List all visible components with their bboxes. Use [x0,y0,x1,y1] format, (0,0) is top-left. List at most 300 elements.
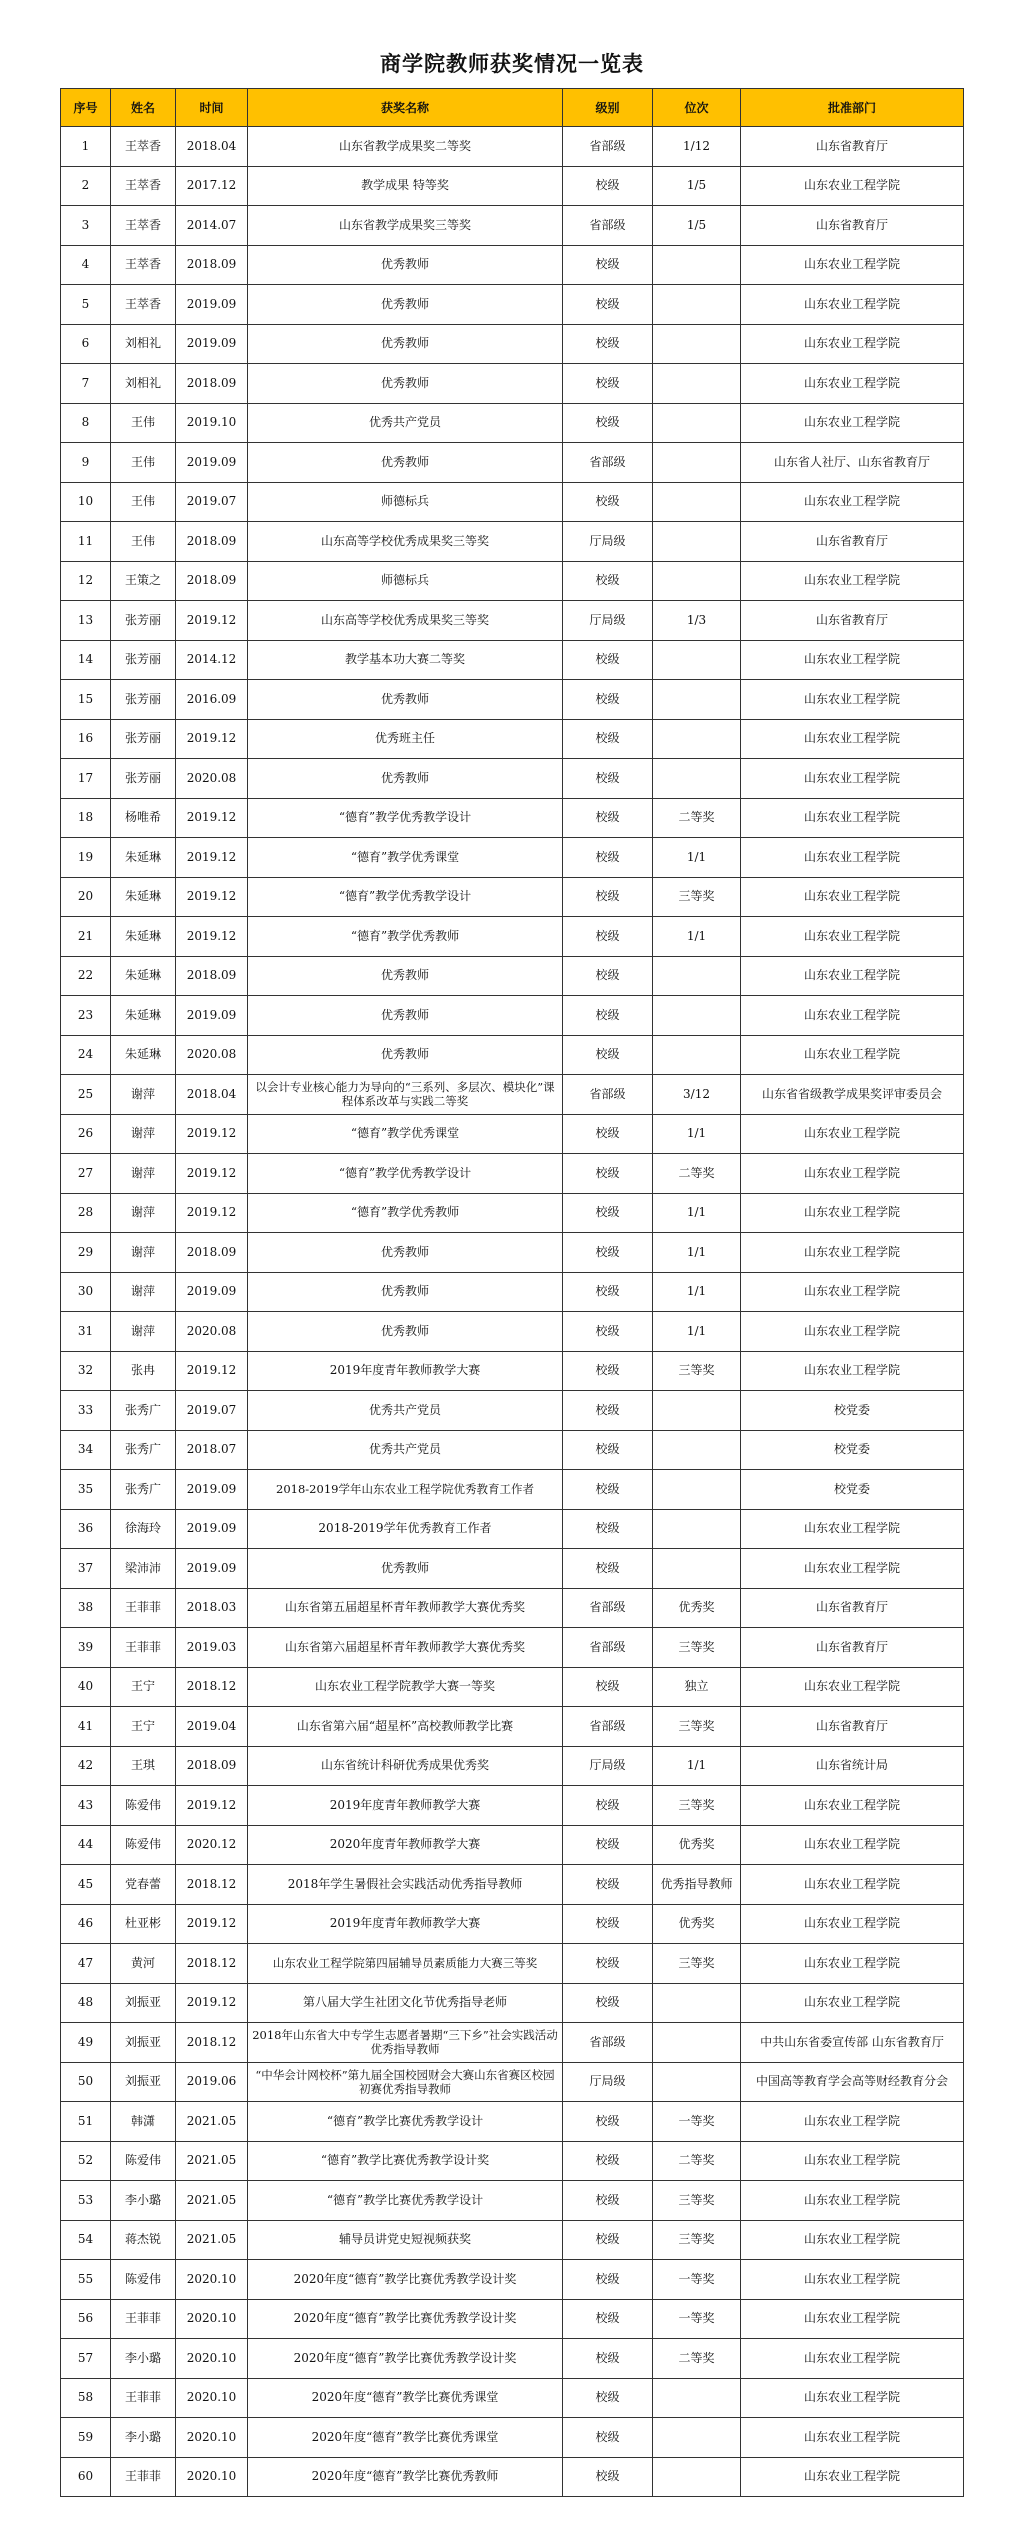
cell-department: 山东农业工程学院 [741,759,964,799]
cell-name: 王萃香 [111,206,176,246]
cell-name: 李小璐 [111,2418,176,2458]
table-row [61,2260,964,2300]
cell-award: 2020年度“德育”教学比赛优秀教学设计奖 [248,2260,563,2300]
cell-award: 优秀教师 [248,1312,563,1352]
cell-department: 山东农业工程学院 [741,245,964,285]
cell-department: 山东农业工程学院 [741,2181,964,2221]
cell-level: 省部级 [563,206,653,246]
cell-level: 校级 [563,1549,653,1589]
cell-department: 山东农业工程学院 [741,1825,964,1865]
cell-award: 2020年度“德育”教学比赛优秀教学设计奖 [248,2339,563,2379]
cell-name: 王萃香 [111,245,176,285]
cell-index: 55 [61,2260,111,2300]
cell-award: “德育”教学优秀教学设计 [248,1154,563,1194]
cell-name: 蒋杰锐 [111,2220,176,2260]
table-row [61,877,964,917]
cell-name: 王菲菲 [111,1628,176,1668]
cell-department: 山东农业工程学院 [741,1351,964,1391]
cell-award: “德育”教学优秀教学设计 [248,877,563,917]
cell-date: 2019.07 [176,1391,248,1431]
table-row [61,917,964,957]
cell-date: 2019.03 [176,1628,248,1668]
table-row [61,403,964,443]
cell-date: 2018.12 [176,1944,248,1984]
cell-rank: 三等奖 [653,1944,741,1984]
cell-level: 省部级 [563,1628,653,1668]
cell-level: 校级 [563,403,653,443]
cell-rank [653,324,741,364]
cell-award: 2020年度“德育”教学比赛优秀课堂 [248,2418,563,2458]
cell-level: 校级 [563,1272,653,1312]
cell-name: 黄河 [111,1944,176,1984]
cell-award: 山东高等学校优秀成果奖三等奖 [248,601,563,641]
cell-department: 山东农业工程学院 [741,403,964,443]
table-row [61,127,964,167]
cell-level: 厅局级 [563,2062,653,2102]
cell-name: 党春蕾 [111,1865,176,1905]
cell-date: 2019.09 [176,324,248,364]
cell-date: 2020.08 [176,1312,248,1352]
cell-award: 山东省教学成果奖三等奖 [248,206,563,246]
cell-index: 52 [61,2141,111,2181]
header-rank: 位次 [653,89,741,127]
cell-level: 校级 [563,1983,653,2023]
cell-rank [653,640,741,680]
cell-department: 山东农业工程学院 [741,364,964,404]
cell-date: 2019.12 [176,1904,248,1944]
cell-date: 2019.12 [176,1983,248,2023]
cell-index: 10 [61,482,111,522]
table-row [61,482,964,522]
cell-index: 4 [61,245,111,285]
cell-index: 15 [61,680,111,720]
cell-department: 山东农业工程学院 [741,956,964,996]
table-row [61,838,964,878]
cell-index: 57 [61,2339,111,2379]
cell-department: 山东农业工程学院 [741,2260,964,2300]
table-row [61,1233,964,1273]
table-row [61,996,964,1036]
cell-level: 校级 [563,1470,653,1510]
table-row [61,1549,964,1589]
cell-date: 2021.05 [176,2181,248,2221]
cell-date: 2019.07 [176,482,248,522]
cell-level: 校级 [563,2378,653,2418]
cell-date: 2018.09 [176,522,248,562]
cell-index: 14 [61,640,111,680]
cell-index: 1 [61,127,111,167]
cell-department: 山东农业工程学院 [741,917,964,957]
cell-name: 张秀广 [111,1430,176,1470]
cell-index: 23 [61,996,111,1036]
cell-name: 王菲菲 [111,2378,176,2418]
cell-level: 校级 [563,759,653,799]
cell-rank [653,759,741,799]
cell-index: 8 [61,403,111,443]
table-row [61,1588,964,1628]
table-row [61,2457,964,2497]
cell-name: 张芳丽 [111,759,176,799]
cell-date: 2014.07 [176,206,248,246]
cell-award: 山东省第六届“超星杯”高校教师教学比赛 [248,1707,563,1747]
cell-award: “德育”教学优秀教师 [248,1193,563,1233]
cell-name: 刘振亚 [111,2062,176,2102]
cell-department: 山东农业工程学院 [741,1114,964,1154]
cell-level: 校级 [563,877,653,917]
cell-rank [653,956,741,996]
cell-department: 山东农业工程学院 [741,2220,964,2260]
table-row [61,1114,964,1154]
cell-rank [653,482,741,522]
cell-department: 山东农业工程学院 [741,1509,964,1549]
cell-date: 2021.05 [176,2102,248,2142]
cell-award: “德育”教学优秀教学设计 [248,798,563,838]
page-title: 商学院教师获奖情况一览表 [380,52,644,76]
cell-rank: 优秀奖 [653,1588,741,1628]
cell-level: 校级 [563,2141,653,2181]
cell-date: 2018.09 [176,245,248,285]
cell-level: 校级 [563,1233,653,1273]
cell-index: 19 [61,838,111,878]
cell-level: 省部级 [563,127,653,167]
cell-level: 校级 [563,798,653,838]
cell-date: 2018.09 [176,1233,248,1273]
cell-index: 46 [61,1904,111,1944]
cell-level: 校级 [563,2339,653,2379]
cell-level: 校级 [563,1786,653,1826]
cell-name: 谢萍 [111,1312,176,1352]
cell-name: 李小璐 [111,2339,176,2379]
cell-award: 优秀共产党员 [248,403,563,443]
table-row [61,2181,964,2221]
cell-rank [653,2062,741,2102]
cell-rank [653,2023,741,2063]
cell-department: 山东农业工程学院 [741,561,964,601]
cell-index: 7 [61,364,111,404]
cell-date: 2018.03 [176,1588,248,1628]
cell-name: 朱延琳 [111,917,176,957]
cell-level: 校级 [563,482,653,522]
table-header-row [61,89,964,127]
table-row [61,1193,964,1233]
cell-date: 2019.12 [176,1351,248,1391]
cell-department: 山东农业工程学院 [741,1193,964,1233]
cell-award: 2018年山东省大中专学生志愿者暑期“三下乡”社会实践活动优秀指导教师 [248,2023,563,2063]
cell-rank [653,1509,741,1549]
cell-index: 6 [61,324,111,364]
table-row [61,206,964,246]
cell-department: 山东农业工程学院 [741,1233,964,1273]
cell-index: 53 [61,2181,111,2221]
cell-rank: 1/1 [653,1193,741,1233]
cell-department: 山东农业工程学院 [741,838,964,878]
cell-award: 2018-2019学年山东农业工程学院优秀教育工作者 [248,1470,563,1510]
cell-rank: 优秀奖 [653,1825,741,1865]
cell-award: “德育”教学比赛优秀教学设计 [248,2102,563,2142]
cell-level: 校级 [563,2220,653,2260]
cell-department: 山东农业工程学院 [741,1667,964,1707]
table-row [61,2418,964,2458]
cell-name: 王萃香 [111,166,176,206]
table-row [61,324,964,364]
cell-award: 优秀班主任 [248,719,563,759]
cell-award: 2018-2019学年优秀教育工作者 [248,1509,563,1549]
table-row [61,1667,964,1707]
table-row [61,1035,964,1075]
table-row [61,1312,964,1352]
cell-department: 山东农业工程学院 [741,2339,964,2379]
cell-award: 优秀教师 [248,759,563,799]
cell-date: 2019.12 [176,877,248,917]
cell-department: 山东农业工程学院 [741,1904,964,1944]
cell-rank: 3/12 [653,1075,741,1115]
cell-index: 29 [61,1233,111,1273]
cell-rank [653,1035,741,1075]
cell-index: 26 [61,1114,111,1154]
cell-date: 2018.12 [176,1667,248,1707]
table-row [61,2339,964,2379]
cell-department: 山东农业工程学院 [741,1035,964,1075]
cell-level: 厅局级 [563,522,653,562]
cell-rank: 三等奖 [653,877,741,917]
cell-date: 2019.09 [176,1549,248,1589]
cell-name: 谢萍 [111,1233,176,1273]
cell-date: 2016.09 [176,680,248,720]
cell-award: 优秀教师 [248,364,563,404]
cell-award: 优秀教师 [248,956,563,996]
cell-name: 梁沛沛 [111,1549,176,1589]
cell-index: 3 [61,206,111,246]
table-row [61,1825,964,1865]
cell-rank: 二等奖 [653,798,741,838]
cell-department: 山东省统计局 [741,1746,964,1786]
cell-index: 42 [61,1746,111,1786]
table-row [61,2220,964,2260]
cell-date: 2021.05 [176,2141,248,2181]
cell-level: 厅局级 [563,1746,653,1786]
cell-rank: 三等奖 [653,2220,741,2260]
cell-index: 47 [61,1944,111,1984]
cell-name: 陈爱伟 [111,1786,176,1826]
cell-date: 2018.09 [176,364,248,404]
cell-name: 谢萍 [111,1154,176,1194]
cell-name: 王宁 [111,1707,176,1747]
cell-name: 杨唯希 [111,798,176,838]
cell-date: 2018.09 [176,956,248,996]
cell-date: 2018.12 [176,1865,248,1905]
cell-index: 32 [61,1351,111,1391]
cell-date: 2018.07 [176,1430,248,1470]
cell-level: 校级 [563,1312,653,1352]
cell-index: 11 [61,522,111,562]
table-row [61,1707,964,1747]
cell-index: 22 [61,956,111,996]
table-row [61,1470,964,1510]
cell-level: 校级 [563,2457,653,2497]
cell-rank [653,2378,741,2418]
cell-award: 辅导员讲党史短视频获奖 [248,2220,563,2260]
table-row [61,2378,964,2418]
cell-level: 校级 [563,719,653,759]
cell-award: 教学成果 特等奖 [248,166,563,206]
cell-award: “中华会计网校杯”第九届全国校园财会大赛山东省赛区校园初赛优秀指导教师 [248,2062,563,2102]
cell-department: 山东农业工程学院 [741,1154,964,1194]
cell-rank: 三等奖 [653,1786,741,1826]
cell-date: 2018.09 [176,561,248,601]
cell-level: 校级 [563,1351,653,1391]
cell-department: 山东农业工程学院 [741,680,964,720]
cell-name: 朱延琳 [111,877,176,917]
cell-name: 王策之 [111,561,176,601]
cell-award: 优秀教师 [248,285,563,325]
cell-level: 校级 [563,245,653,285]
cell-rank: 二等奖 [653,2141,741,2181]
cell-rank: 1/1 [653,838,741,878]
table-row [61,364,964,404]
cell-date: 2019.09 [176,1509,248,1549]
cell-level: 校级 [563,1154,653,1194]
cell-award: 教学基本功大赛二等奖 [248,640,563,680]
cell-date: 2019.09 [176,443,248,483]
cell-name: 朱延琳 [111,956,176,996]
table-row [61,956,964,996]
cell-department: 山东农业工程学院 [741,996,964,1036]
cell-department: 山东省教育厅 [741,522,964,562]
table-row [61,1786,964,1826]
table-row [61,561,964,601]
cell-date: 2017.12 [176,166,248,206]
table-row [61,1865,964,1905]
cell-level: 校级 [563,285,653,325]
table-row [61,1509,964,1549]
cell-rank: 1/12 [653,127,741,167]
cell-date: 2020.10 [176,2418,248,2458]
cell-department: 山东省教育厅 [741,1707,964,1747]
cell-index: 30 [61,1272,111,1312]
cell-index: 40 [61,1667,111,1707]
cell-rank [653,364,741,404]
cell-level: 校级 [563,996,653,1036]
table-row [61,759,964,799]
cell-rank: 二等奖 [653,1154,741,1194]
cell-index: 50 [61,2062,111,2102]
cell-rank [653,522,741,562]
cell-department: 山东农业工程学院 [741,324,964,364]
cell-department: 校党委 [741,1430,964,1470]
header-date: 时间 [176,89,248,127]
cell-date: 2019.09 [176,1470,248,1510]
cell-award: “德育”教学比赛优秀教学设计奖 [248,2141,563,2181]
cell-department: 山东农业工程学院 [741,640,964,680]
cell-index: 54 [61,2220,111,2260]
cell-award: 优秀教师 [248,1549,563,1589]
cell-name: 王伟 [111,443,176,483]
cell-rank: 1/1 [653,1746,741,1786]
cell-index: 41 [61,1707,111,1747]
cell-date: 2018.04 [176,127,248,167]
cell-rank: 1/5 [653,166,741,206]
cell-level: 校级 [563,2299,653,2339]
cell-department: 山东农业工程学院 [741,1786,964,1826]
cell-department: 山东农业工程学院 [741,1983,964,2023]
table-row [61,522,964,562]
cell-date: 2020.10 [176,2299,248,2339]
cell-award: 山东省统计科研优秀成果优秀奖 [248,1746,563,1786]
table-row [61,719,964,759]
cell-date: 2018.04 [176,1075,248,1115]
cell-name: 韩潇 [111,2102,176,2142]
cell-name: 王伟 [111,403,176,443]
cell-level: 省部级 [563,1588,653,1628]
cell-level: 校级 [563,1667,653,1707]
cell-level: 校级 [563,1509,653,1549]
cell-level: 校级 [563,1114,653,1154]
cell-name: 李小璐 [111,2181,176,2221]
cell-award: 2020年度“德育”教学比赛优秀教学设计奖 [248,2299,563,2339]
cell-date: 2019.12 [176,798,248,838]
cell-rank: 1/3 [653,601,741,641]
cell-award: 山东省第五届超星杯青年教师教学大赛优秀奖 [248,1588,563,1628]
table-row [61,2299,964,2339]
cell-index: 36 [61,1509,111,1549]
cell-rank: 一等奖 [653,2102,741,2142]
cell-index: 27 [61,1154,111,1194]
cell-level: 省部级 [563,1075,653,1115]
cell-rank: 三等奖 [653,1707,741,1747]
cell-index: 45 [61,1865,111,1905]
cell-level: 校级 [563,838,653,878]
cell-name: 王琪 [111,1746,176,1786]
cell-level: 校级 [563,1035,653,1075]
cell-award: 优秀教师 [248,996,563,1036]
cell-name: 王伟 [111,482,176,522]
cell-award: “德育”教学优秀教师 [248,917,563,957]
cell-award: 2019年度青年教师教学大赛 [248,1904,563,1944]
cell-award: 优秀教师 [248,1272,563,1312]
cell-award: 优秀教师 [248,324,563,364]
cell-name: 王萃香 [111,127,176,167]
cell-rank: 1/1 [653,1233,741,1273]
table-row [61,1904,964,1944]
cell-award: 第八届大学生社团文化节优秀指导老师 [248,1983,563,2023]
cell-level: 校级 [563,2181,653,2221]
cell-name: 王菲菲 [111,2299,176,2339]
cell-award: 师德标兵 [248,482,563,522]
cell-rank: 独立 [653,1667,741,1707]
cell-department: 山东农业工程学院 [741,798,964,838]
cell-index: 58 [61,2378,111,2418]
cell-level: 校级 [563,1825,653,1865]
cell-name: 陈爱伟 [111,1825,176,1865]
cell-award: 师德标兵 [248,561,563,601]
table-row [61,285,964,325]
cell-department: 山东省教育厅 [741,601,964,641]
cell-index: 51 [61,2102,111,2142]
cell-index: 2 [61,166,111,206]
cell-name: 张芳丽 [111,640,176,680]
cell-date: 2019.12 [176,719,248,759]
cell-name: 王菲菲 [111,2457,176,2497]
cell-department: 山东省人社厅、山东省教育厅 [741,443,964,483]
cell-date: 2019.12 [176,1193,248,1233]
cell-name: 杜亚彬 [111,1904,176,1944]
cell-award: 山东省教学成果奖二等奖 [248,127,563,167]
cell-award: “德育”教学优秀课堂 [248,838,563,878]
cell-rank: 优秀指导教师 [653,1865,741,1905]
cell-level: 校级 [563,640,653,680]
cell-date: 2014.12 [176,640,248,680]
cell-rank [653,1430,741,1470]
